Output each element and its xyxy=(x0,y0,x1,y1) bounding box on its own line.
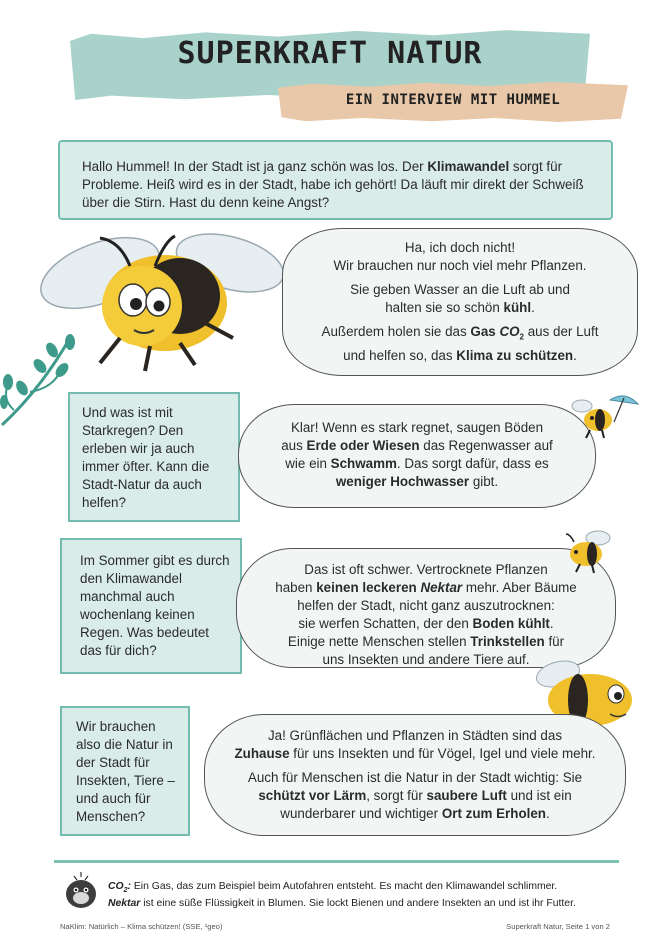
page-subtitle: EIN INTERVIEW MIT HUMMEL xyxy=(345,92,561,108)
answer-4-paragraph-2: Auch für Menschen ist die Natur in der Stadt wichtig: Sie schützt vor Lärm, sorgt für saubere Luft und ist ein wunderbarer und wichtiger Ort zum Erholen. xyxy=(247,770,583,821)
answer-bubble-4 xyxy=(204,714,626,836)
answer-1-paragraph-3: Außerdem holen sie das Gas $CO_2$ aus der Luft und helfen so, das Klima zu schützen. xyxy=(321,324,599,363)
question-3-text: Im Sommer gibt es durch den Klimawandel manchmal auch wochenlang keinen Regen. Was bedeutet das für dich? xyxy=(80,553,230,658)
answer-bubble-3 xyxy=(236,548,616,668)
question-4-text: Wir brauchen also die Natur in der Stadt für Insekten, Tiere – und auch für Menschen? xyxy=(76,719,175,824)
answer-bubble-2 xyxy=(238,404,596,508)
answer-4-paragraph-1: Ja! Grünflächen und Pflanzen in Städten sind das Zuhause für uns Insekten und für Vögel, Igel und viele mehr. xyxy=(234,728,596,761)
footer-divider xyxy=(54,860,619,863)
answer-2-paragraph-1: Klar! Wenn es stark regnet, saugen Böden aus Erde oder Wiesen das Regenwasser auf wie ein Schwamm. Das sorgt dafür, dass es weniger Hochwasser gibt. xyxy=(281,420,553,489)
question-1-text: Hallo Hummel! In der Stadt ist ja ganz schön was los. Der Klimawandel sorgt für Probleme. Heiß wird es in der Stadt, habe ich gehört! Da läuft mir direkt der Schweiß über die Stirn. Hast du denn keine Angst? xyxy=(82,159,584,210)
question-box-4 xyxy=(60,706,190,836)
question-box-2 xyxy=(68,392,240,522)
footer-page-info: Superkraft Natur, Seite 1 von 2 xyxy=(506,922,610,931)
footer-left-text: NaKlim: Natürlich – Klima schützen! (SSE, ¹geo) xyxy=(60,922,223,931)
mole-icon xyxy=(62,868,100,908)
question-box-1 xyxy=(58,140,613,220)
answer-1-paragraph-2: Sie geben Wasser an die Luft ab und halten sie so schön kühl. xyxy=(350,282,570,315)
glossary-entry-nektar: Nektar ist eine süße Flüssigkeit in Blumen. Sie lockt Bienen und andere Insekten an und ist ihr Futter. xyxy=(108,898,576,910)
glossary-entry-co2: $CO_2$: Ein Gas, das zum Beispiel beim Autofahren entsteht. Es macht den Klimawandel schlimmer. xyxy=(108,881,558,895)
glossary xyxy=(108,880,628,910)
answer-bubble-1 xyxy=(282,228,638,376)
small-bee-icon xyxy=(562,528,618,574)
bee-with-umbrella-icon xyxy=(570,392,640,442)
answer-1-paragraph-1: Ha, ich doch nicht! Wir brauchen nur noch viel mehr Pflanzen. xyxy=(333,240,587,273)
answer-3-paragraph-1: Das ist oft schwer. Vertrocknete Pflanzen haben keinen leckeren Nektar mehr. Aber Bäume helfen der Stadt, nicht ganz auszutrocknen: sie werfen Schatten, der den Boden kühlt. Einige nette Menschen stellen Trinkstellen für uns Insekten und andere Tiere auf. xyxy=(275,562,577,667)
question-box-3 xyxy=(60,538,242,674)
page-title: SUPERKRAFT NATUR xyxy=(177,36,483,71)
question-2-text: Und was ist mit Starkregen? Den erleben wir ja auch immer öfter. Kann die Stadt-Natur da auch helfen? xyxy=(82,405,210,510)
